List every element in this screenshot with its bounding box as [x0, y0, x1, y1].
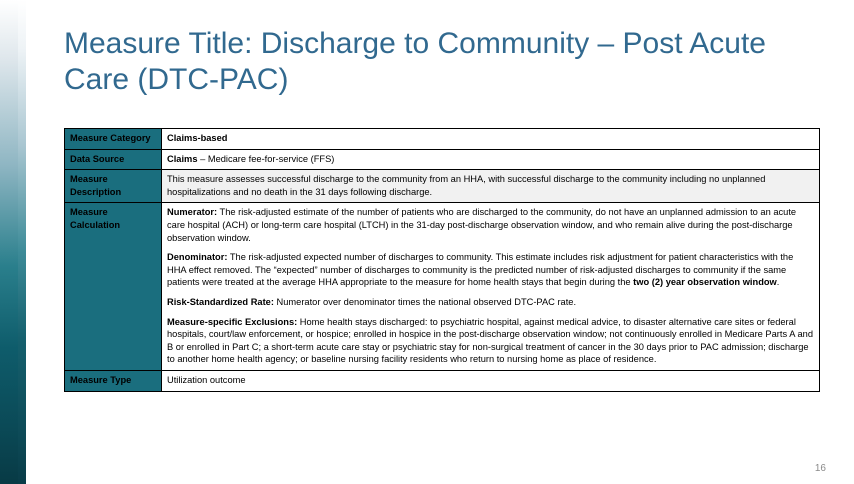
- table-body: [65, 129, 820, 392]
- table-row: [65, 149, 820, 170]
- row-value-measure-category: Claims-based: [162, 129, 820, 150]
- row-value-measure-calculation: Numerator: The risk-adjusted estimate of the number of patients who are discharged to the community, do not have an unplanned admission to an acute care hospital (ACH) or long-term care hospital (LTCH) in the 31-day post-discharge observation window, and who remain alive during the post-discharge observation window. Denominator: The risk-adjusted expected number of discharges to community. This estimate includes risk adjustment for patient characteristics with the HHA effect removed. The “expected” number of discharges to community is the predicted number of risk-adjusted discharges to community if the same patients were treated at the average HHA appropriate to the measure for home health stays that begin during the two (2) year observation window. Risk-Standardized Rate: Numerator over denominator times the national observed DTC-PAC rate. Measure-specific Exclusions: Home health stays discharged: to psychiatric hospital, against medical advice, to disaster alternative care sites or federal hospitals, court/law enforcement, or hospice; enrolled in hospice in the post-discharge observation window; not continuously enrolled in Medicare Parts A and B or enrolled in Part C; a short-term acute care stay or psychiatric stay for non-surgical treatment of cancer in the 30 days prior to PAC admission; discharge to another home health agency; or baseline nursing facility residents who return to nursing home as place of residence.: [162, 203, 820, 371]
- measure-specification-table: [64, 128, 820, 392]
- table-row: [65, 370, 820, 391]
- table-row: [65, 170, 820, 203]
- row-label-measure-category: Measure Category: [65, 129, 162, 150]
- decorative-left-accent-bar: [18, 0, 26, 484]
- row-value-measure-type: Utilization outcome: [162, 370, 820, 391]
- row-value-data-source: Claims – Medicare fee-for-service (FFS): [162, 149, 820, 170]
- row-label-measure-description: Measure Description: [65, 170, 162, 203]
- slide-content: [26, 0, 854, 484]
- row-label-measure-calculation: Measure Calculation: [65, 203, 162, 371]
- page-number: 16: [814, 463, 826, 474]
- row-value-measure-description: This measure assesses successful discharge to the community from an HHA, with successful discharge to the community including no unplanned hospitalizations and no death in the 31 days following discharge.: [162, 170, 820, 203]
- page-title: Measure Title: Discharge to Community – Post Acute Care (DTC-PAC): [64, 27, 766, 96]
- table-row: [65, 203, 820, 371]
- row-label-data-source: Data Source: [65, 149, 162, 170]
- table-row: [65, 129, 820, 150]
- row-label-measure-type: Measure Type: [65, 370, 162, 391]
